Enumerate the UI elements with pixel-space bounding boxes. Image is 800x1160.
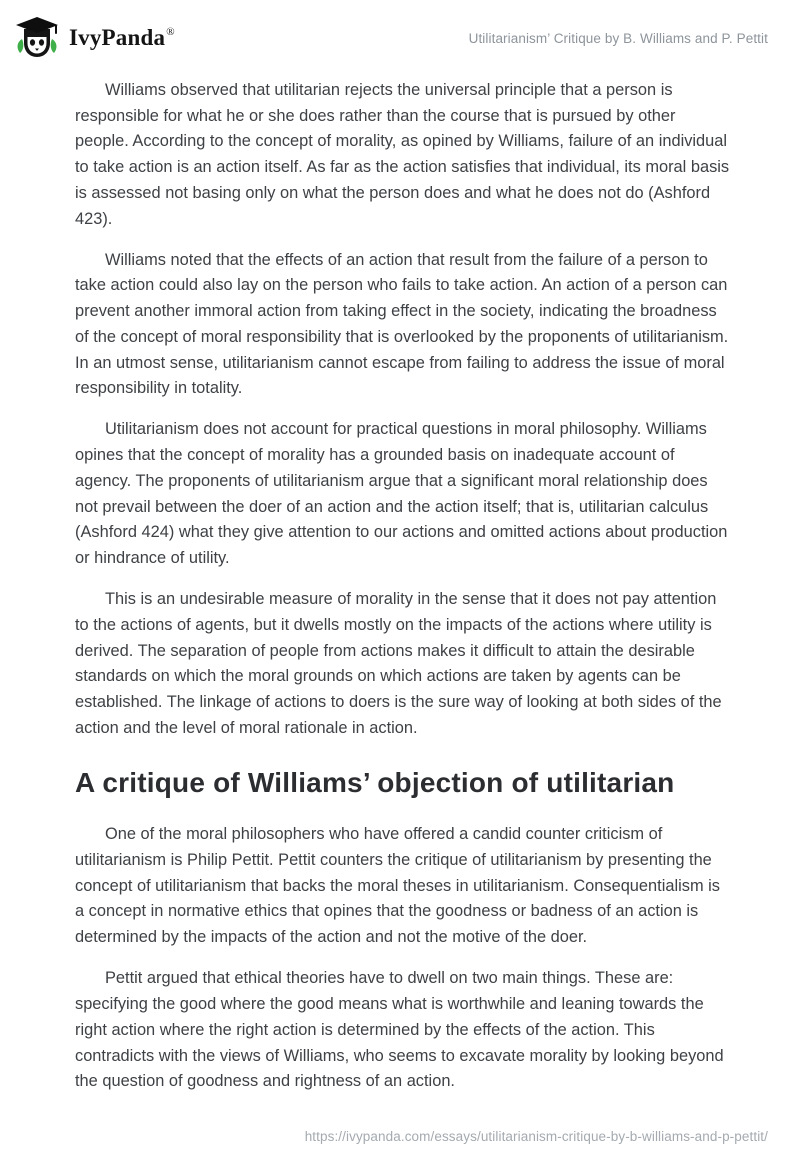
- page-header: [0, 0, 800, 66]
- source-url[interactable]: https://ivypanda.com/essays/utilitarianism-critique-by-b-williams-and-p-pettit/: [304, 1129, 768, 1144]
- brand-name: [69, 25, 175, 51]
- paragraph-2: Williams noted that the effects of an action that result from the failure of a person to take action could also lay on the person who fails to take action. An action of a person can prevent another immoral action from taking effect in the society, indicating the broadness of the concept of moral responsibility that is overlooked by the proponents of utilitarianism. In an utmost sense, utilitarianism cannot escape from failing to address the issue of moral responsibility in totality.: [75, 250, 729, 398]
- registered-trademark: ®: [166, 25, 175, 38]
- paragraph-3: Utilitarianism does not account for practical questions in moral philosophy. Williams opines that the concept of morality has a grounded basis on inadequate account of agency. The proponents of utilitarianism argue that a significant moral relationship does not prevail between the doer of an action and the action itself; that is, utilitarian calculus (Ashford 424) what they give attention to our actions and omitted actions about production or hindrance of utility.: [75, 420, 728, 567]
- paragraph-1: Williams observed that utilitarian rejects the universal principle that a person is responsible for what he or she does rather than the course that is pursued by other people. According to the concept of morality, as opined by Williams, failure of an individual to take action is an action itself. As far as the action satisfies that individual, its moral basis is assessed not basing only on what the person does and what he does not do (Ashford 423).: [75, 81, 730, 228]
- article-content: [0, 66, 800, 1095]
- paragraph-4: This is an undesirable measure of morality in the sense that it does not pay attention to the actions of agents, but it dwells mostly on the impacts of the actions where utility is derived. The separation of people from actions makes it difficult to attain the desirable standards on which the moral grounds on which actions are taken by agents can be established. The linkage of actions to doers is the sure way of looking at both sides of the action and the level of moral rationale in action.: [75, 590, 722, 737]
- ivypanda-panda-logo-icon: [14, 15, 60, 61]
- paragraph-6: Pettit argued that ethical theories have to dwell on two main things. These are: specifying the good where the good means what is worthwhile and leaning towards the right action where the right action is determined by the effects of the action. This contradicts with the views of Williams, who seems to excavate morality by looking beyond the question of goodness and rightness of an action.: [75, 969, 724, 1091]
- ivypanda-brand[interactable]: [14, 15, 175, 61]
- paragraph-5: One of the moral philosophers who have offered a candid counter criticism of utilitarianism is Philip Pettit. Pettit counters the critique of utilitarianism by presenting the concept of utilitarianism that backs the moral theses in utilitarianism. Consequentialism is a concept in normative ethics that opines that the goodness or badness of an action is determined by the impacts of the action and not the motive of the doer.: [75, 825, 720, 947]
- section-heading: A critique of Williams’ objection of utilitarian: [75, 767, 675, 799]
- page-footer: [305, 1129, 768, 1144]
- document-title: Utilitarianism’ Critique by B. Williams and P. Pettit: [468, 30, 768, 46]
- brand-name-text: IvyPanda: [69, 25, 166, 50]
